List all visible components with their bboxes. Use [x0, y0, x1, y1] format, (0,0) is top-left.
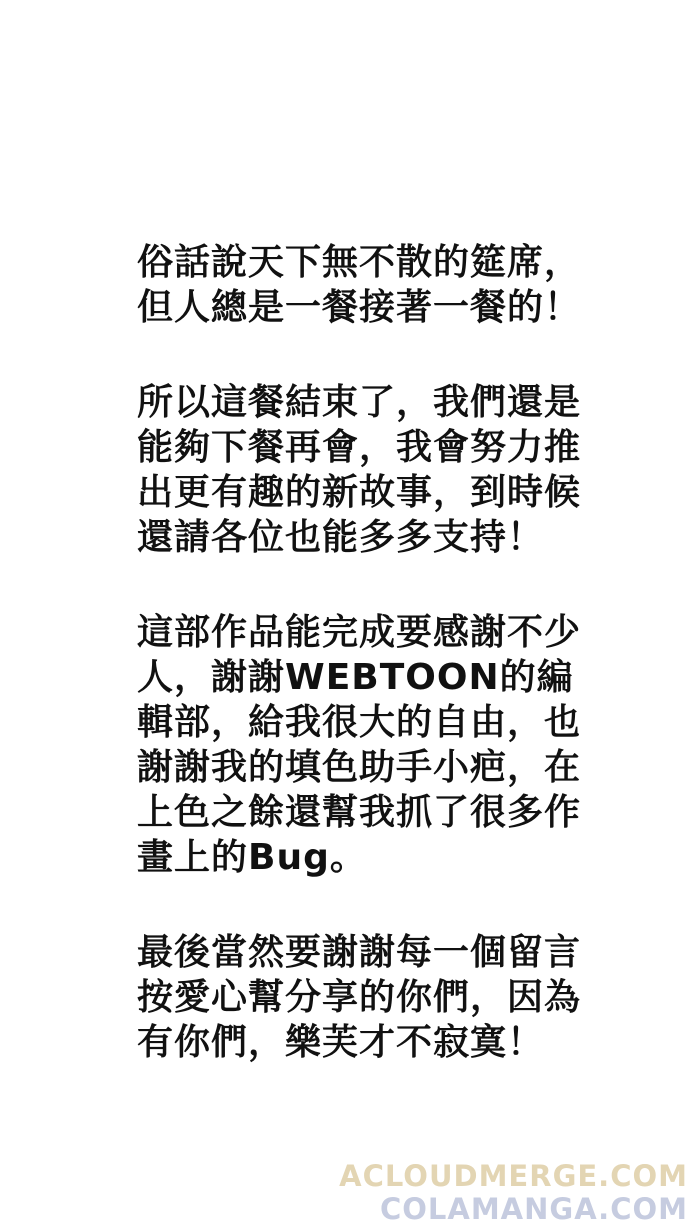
afterword-text — [137, 240, 587, 1115]
text-line: 所以這餐結束了，我們還是 — [137, 382, 582, 423]
text-line: 輯部，給我很大的自由，也 — [137, 702, 582, 743]
text-line: 這部作品能完成要感謝不少 — [137, 612, 582, 653]
watermark-line-1: ACLOUDMERGE.COM — [339, 1159, 688, 1193]
text-line: 謝謝我的填色助手小疤，在 — [137, 747, 582, 788]
text-line: 最後當然要謝謝每一個留言 — [137, 932, 582, 973]
text-line: 按愛心幫分享的你們，因為 — [137, 977, 582, 1018]
text-line: 能夠下餐再會，我會努力推 — [137, 427, 582, 468]
text-line: 人，謝謝WEBTOON的編 — [137, 657, 574, 698]
text-line: 出更有趣的新故事，到時候 — [137, 472, 582, 513]
text-line: 有你們，樂芙才不寂寞！ — [137, 1022, 545, 1063]
watermark-line-2: COLAMANGA.COM — [379, 1192, 688, 1226]
text-line: 畫上的Bug。 — [137, 837, 367, 878]
text-line: 俗話說天下無不散的筵席， — [137, 242, 582, 283]
text-line: 上色之餘還幫我抓了很多作 — [137, 792, 582, 833]
text-line: 還請各位也能多多支持！ — [137, 517, 545, 558]
paragraph-thanks-staff — [137, 610, 587, 880]
text-line: 但人總是一餐接著一餐的！ — [137, 287, 582, 328]
paragraph-farewell — [137, 240, 587, 330]
paragraph-thanks-readers — [137, 930, 587, 1065]
paragraph-next-story — [137, 380, 587, 560]
